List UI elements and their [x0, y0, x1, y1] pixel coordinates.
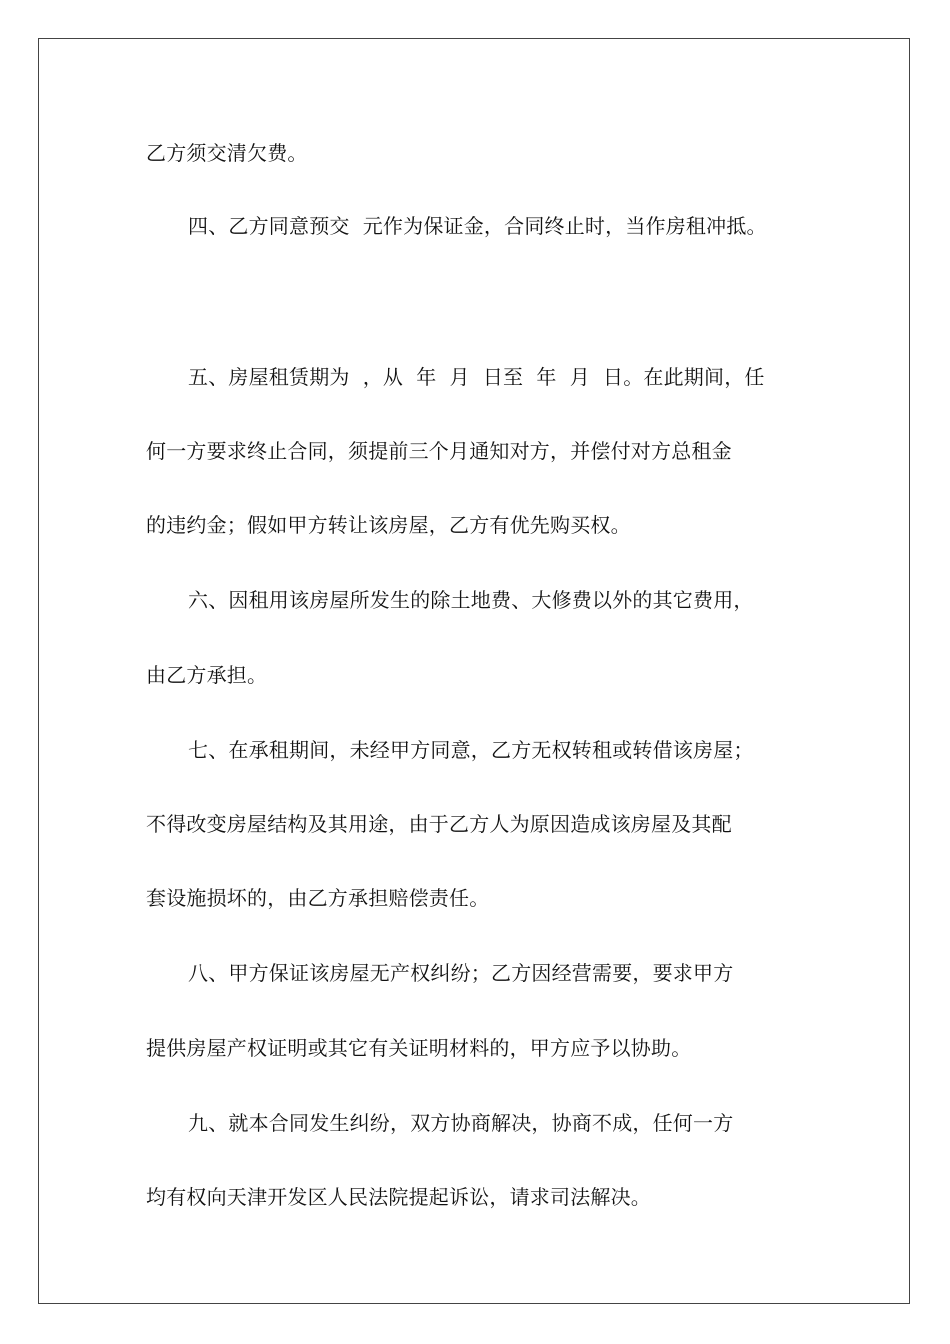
clause-5-line-2: 何一方要求终止合同，须提前三个月通知对方，并偿付对方总租金	[146, 439, 732, 463]
clause-6-line-2: 由乙方承担。	[146, 663, 268, 687]
clause-9-line-2: 均有权向天津开发区人民法院提起诉讼，请求司法解决。	[146, 1185, 651, 1209]
clause-5-line-1: 五、房屋租赁期为 ，从 年 月 日至 年 月 日。在此期间，任	[188, 365, 765, 389]
text-line-1: 乙方须交清欠费。	[146, 141, 308, 165]
clause-7-line-1: 七、在承租期间，未经甲方同意，乙方无权转租或转借该房屋；	[188, 738, 754, 762]
clause-8-line-1: 八、甲方保证该房屋无产权纠纷；乙方因经营需要，要求甲方	[188, 961, 734, 985]
clause-8-line-2: 提供房屋产权证明或其它有关证明材料的，甲方应予以协助。	[146, 1036, 692, 1060]
clause-7-line-3: 套设施损坏的，由乙方承担赔偿责任。	[146, 886, 490, 910]
clause-9-line-1: 九、就本合同发生纠纷，双方协商解决，协商不成，任何一方	[188, 1111, 734, 1135]
clause-6-line-1: 六、因租用该房屋所发生的除土地费、大修费以外的其它费用，	[188, 588, 754, 612]
clause-4-line-1: 四、乙方同意预交 元作为保证金，合同终止时，当作房租冲抵。	[188, 214, 767, 238]
clause-5-line-3: 的违约金；假如甲方转让该房屋，乙方有优先购买权。	[146, 513, 631, 537]
clause-7-line-2: 不得改变房屋结构及其用途，由于乙方人为原因造成该房屋及其配	[146, 812, 732, 836]
